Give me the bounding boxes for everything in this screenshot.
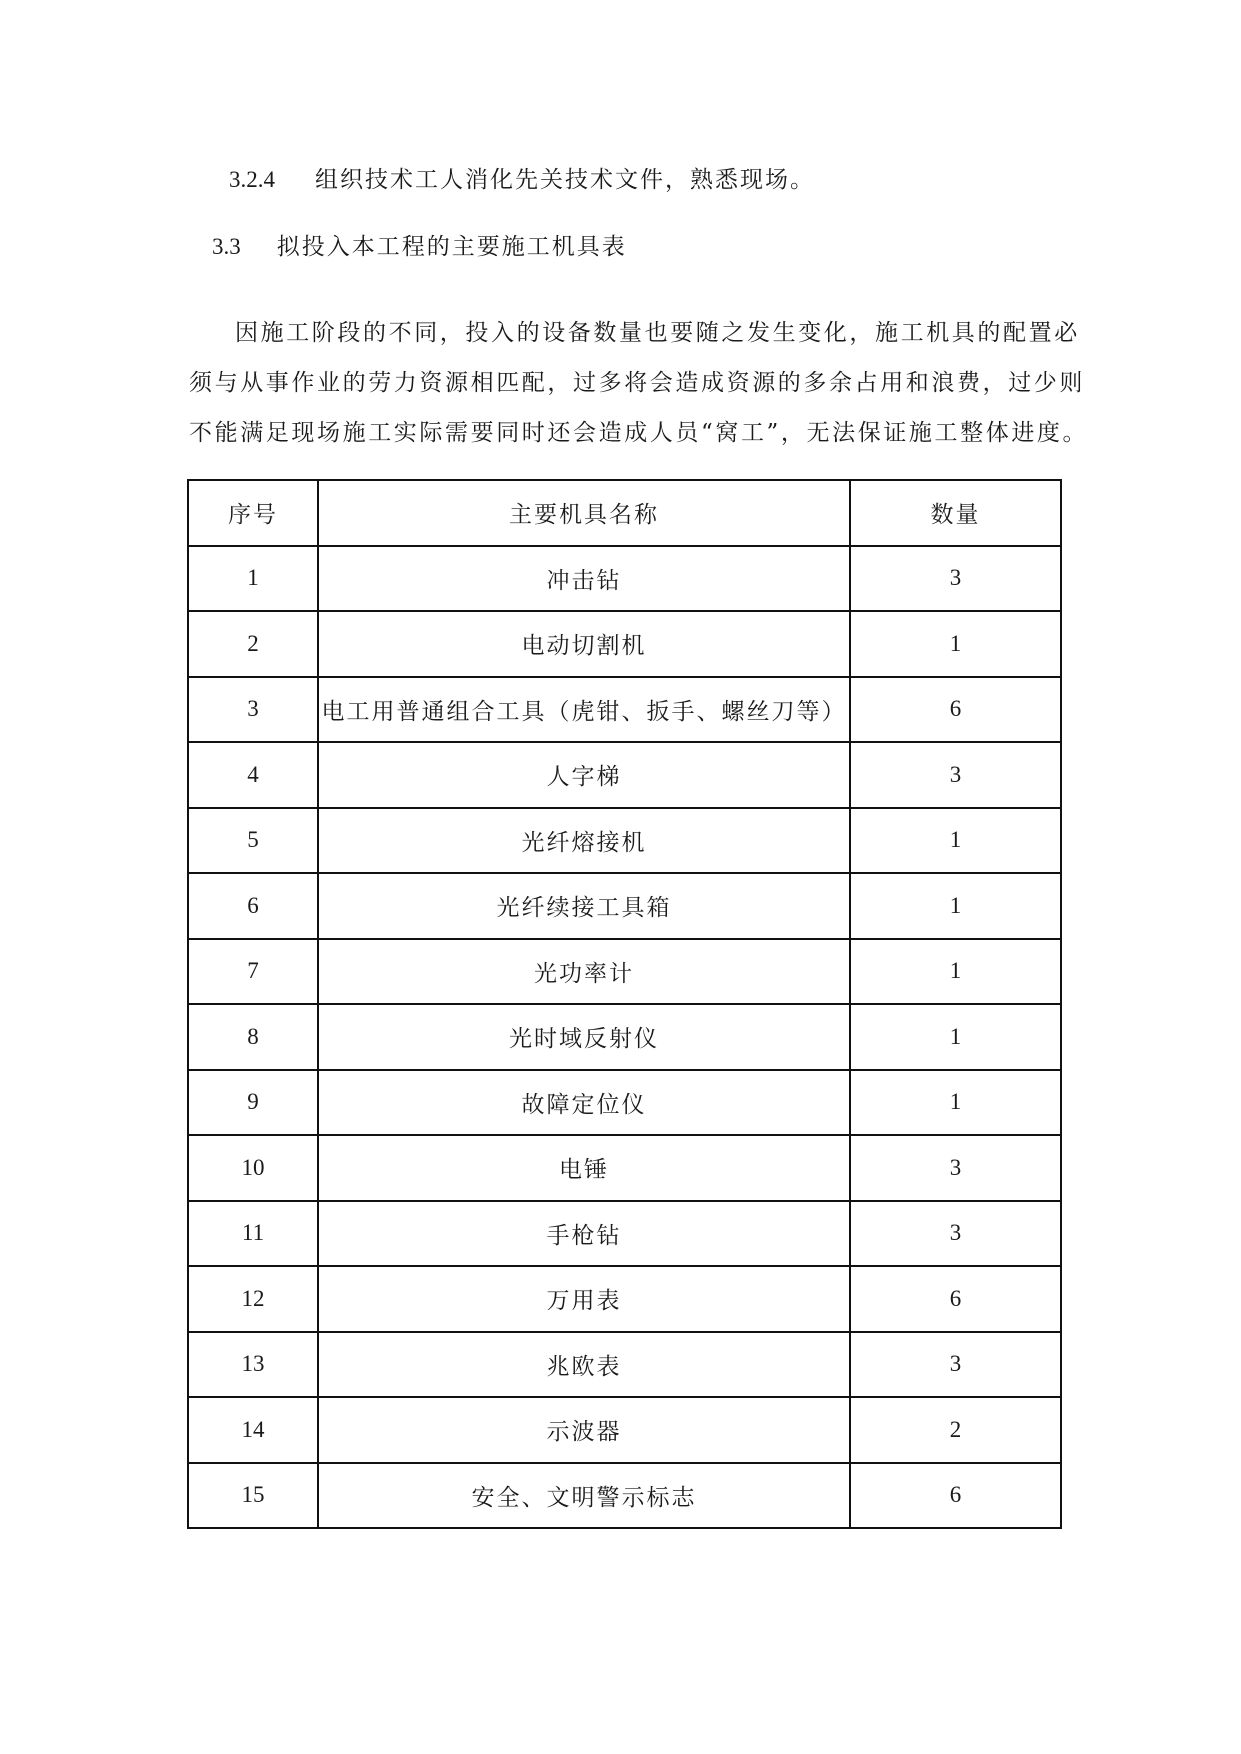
row-equipment-name: 冲击钻 [318, 546, 850, 612]
table-row [188, 873, 1061, 939]
table-row [188, 1201, 1061, 1267]
row-quantity: 3 [850, 1201, 1061, 1267]
row-index: 7 [188, 939, 318, 1005]
table-header-row [188, 480, 1061, 546]
row-quantity: 1 [850, 808, 1061, 874]
row-quantity: 3 [850, 1135, 1061, 1201]
row-quantity: 1 [850, 1004, 1061, 1070]
row-quantity: 3 [850, 742, 1061, 808]
paragraph-line: 须与从事作业的劳力资源相匹配，过多将会造成资源的多余占用和浪费，过少则 [189, 370, 1085, 396]
table-row [188, 1004, 1061, 1070]
row-index: 12 [188, 1266, 318, 1332]
table-row [188, 742, 1061, 808]
section-number: 3.3 [212, 234, 241, 259]
table-row [188, 1266, 1061, 1332]
table-row [188, 1332, 1061, 1398]
header-quantity: 数量 [850, 480, 1061, 546]
row-index: 8 [188, 1004, 318, 1070]
row-index: 5 [188, 808, 318, 874]
row-quantity: 6 [850, 1463, 1061, 1529]
row-index: 4 [188, 742, 318, 808]
row-quantity: 1 [850, 873, 1061, 939]
row-quantity: 6 [850, 1266, 1061, 1332]
row-equipment-name: 兆欧表 [318, 1332, 850, 1398]
row-index: 9 [188, 1070, 318, 1136]
table-row [188, 677, 1061, 743]
section-text: 组织技术工人消化先关技术文件，熟悉现场。 [315, 167, 815, 193]
table-row [188, 546, 1061, 612]
row-equipment-name: 电锤 [318, 1135, 850, 1201]
section-title: 拟投入本工程的主要施工机具表 [276, 234, 627, 260]
row-index: 13 [188, 1332, 318, 1398]
row-equipment-name: 光纤续接工具箱 [318, 873, 850, 939]
row-quantity: 6 [850, 677, 1061, 743]
table-row [188, 1397, 1061, 1463]
row-quantity: 1 [850, 939, 1061, 1005]
body-paragraph [189, 308, 1089, 458]
section-3-2-4 [229, 165, 815, 195]
row-index: 3 [188, 677, 318, 743]
row-quantity: 1 [850, 611, 1061, 677]
row-equipment-name: 电动切割机 [318, 611, 850, 677]
table-row [188, 611, 1061, 677]
row-equipment-name: 光功率计 [318, 939, 850, 1005]
row-index: 10 [188, 1135, 318, 1201]
row-equipment-name: 光时域反射仪 [318, 1004, 850, 1070]
paragraph-line: 因施工阶段的不同，投入的设备数量也要随之发生变化，施工机具的配置必 [235, 320, 1080, 346]
section-3-3 [212, 232, 627, 262]
row-quantity: 3 [850, 1332, 1061, 1398]
row-quantity: 1 [850, 1070, 1061, 1136]
row-equipment-name: 万用表 [318, 1266, 850, 1332]
row-index: 15 [188, 1463, 318, 1529]
row-index: 11 [188, 1201, 318, 1267]
row-equipment-name: 人字梯 [318, 742, 850, 808]
table-row [188, 1463, 1061, 1529]
table-row [188, 1070, 1061, 1136]
header-index: 序号 [188, 480, 318, 546]
row-equipment-name: 光纤熔接机 [318, 808, 850, 874]
row-index: 1 [188, 546, 318, 612]
row-quantity: 3 [850, 546, 1061, 612]
table-row [188, 1135, 1061, 1201]
row-equipment-name: 安全、文明警示标志 [318, 1463, 850, 1529]
row-index: 6 [188, 873, 318, 939]
row-quantity: 2 [850, 1397, 1061, 1463]
table-row [188, 808, 1061, 874]
row-index: 14 [188, 1397, 318, 1463]
row-equipment-name: 故障定位仪 [318, 1070, 850, 1136]
header-equipment-name: 主要机具名称 [318, 480, 850, 546]
equipment-table [187, 479, 1062, 1529]
row-equipment-name: 示波器 [318, 1397, 850, 1463]
row-index: 2 [188, 611, 318, 677]
row-equipment-name: 电工用普通组合工具（虎钳、扳手、螺丝刀等） [318, 677, 850, 743]
row-equipment-name: 手枪钻 [318, 1201, 850, 1267]
section-number: 3.2.4 [229, 167, 275, 192]
table-row [188, 939, 1061, 1005]
paragraph-line: 不能满足现场施工实际需要同时还会造成人员“窝工”，无法保证施工整体进度。 [189, 420, 1089, 446]
